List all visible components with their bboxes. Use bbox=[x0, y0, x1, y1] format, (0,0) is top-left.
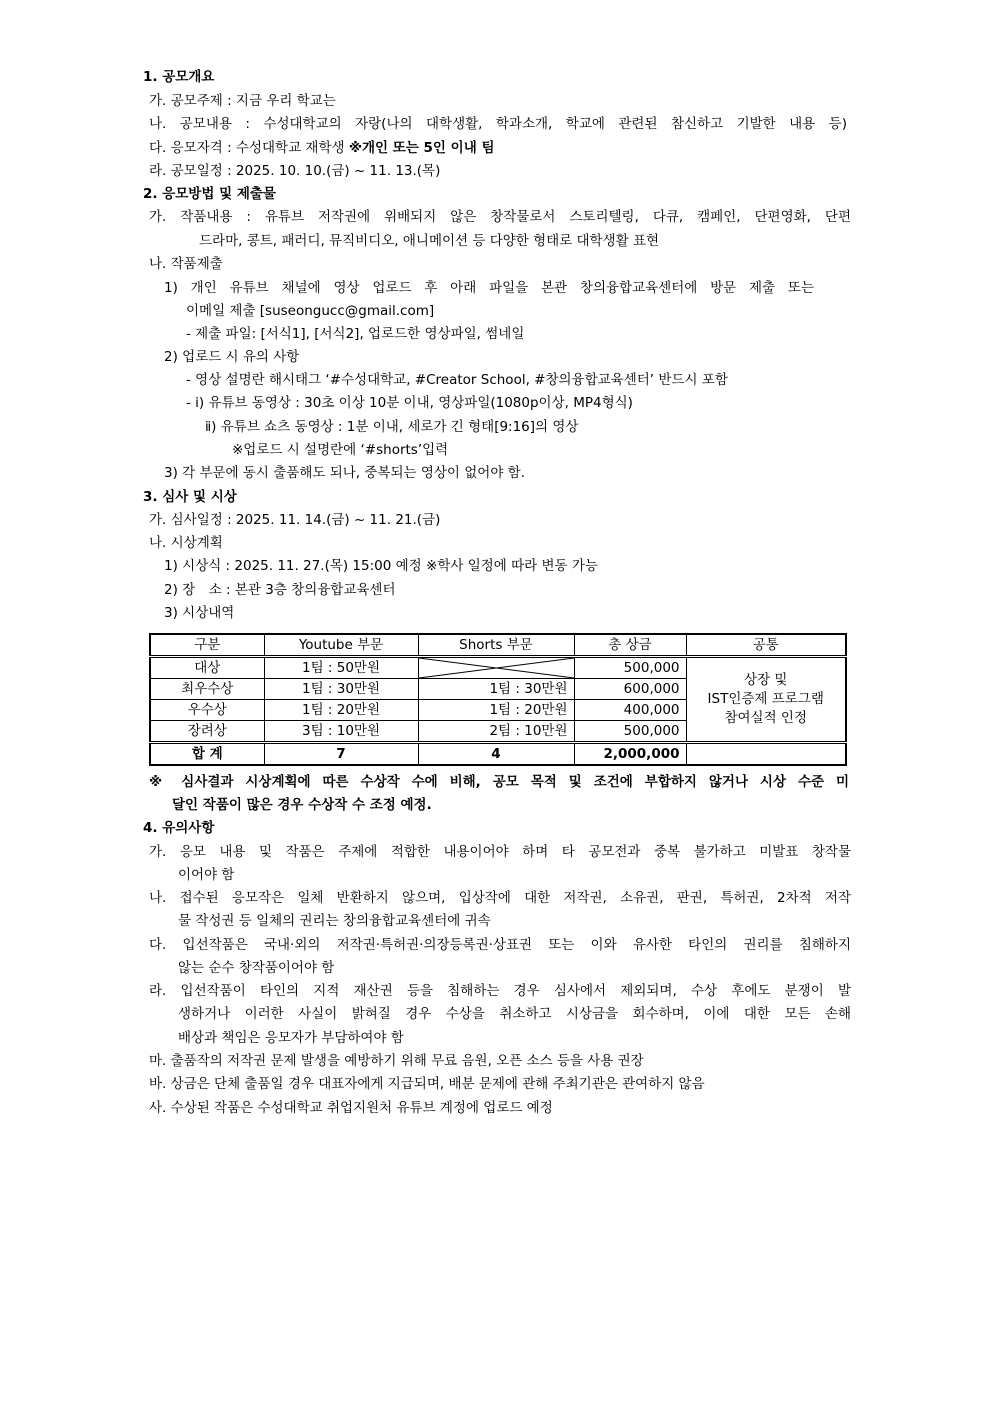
s4-item-b-1: 나. 접수된 응모작은 일체 반환하지 않으며, 입상작에 대한 저작권, 소유권, 판권, 특허권, 2차적 저작 bbox=[149, 890, 851, 906]
s3-award-plan: 나. 시상계획 bbox=[149, 535, 223, 551]
shorts-award: 1팀 : 30만원 bbox=[418, 679, 574, 700]
s2-hashtags: - 영상 설명란 해시태그 ‘#수성대학교, #Creator School, #창의융합교육센터’ 반드시 포함 bbox=[186, 372, 728, 388]
s4-item-a-1: 가. 응모 내용 및 작품은 주제에 적합한 내용이어야 하며 타 공모전과 중복 불가하고 미발표 창작물 bbox=[149, 844, 851, 860]
total-common-empty bbox=[686, 743, 846, 766]
s1-schedule: 라. 공모일정 : 2025. 10. 10.(금) ~ 11. 13.(목) bbox=[149, 163, 441, 179]
prize-amount: 400,000 bbox=[574, 700, 686, 721]
s4-item-f: 바. 상금은 단체 출품일 경우 대표자에게 지급되며, 배분 문제에 관해 주최기관은 관여하지 않음 bbox=[149, 1076, 705, 1092]
s4-item-c-2: 않는 순수 창작품이어야 함 bbox=[178, 960, 335, 976]
total-youtube: 7 bbox=[264, 743, 418, 766]
total-label: 합 계 bbox=[150, 743, 264, 766]
s4-item-a-2: 이어야 함 bbox=[178, 867, 235, 883]
shorts-award-empty bbox=[418, 657, 574, 679]
section-1-title: 1. 공모개요 bbox=[143, 69, 215, 85]
shorts-award: 2팀 : 10만원 bbox=[418, 721, 574, 743]
header-category: 구분 bbox=[150, 634, 264, 657]
s3-ceremony: 1) 시상식 : 2025. 11. 27.(목) 15:00 예정 ※학사 일정에 따라 변동 가능 bbox=[164, 558, 598, 574]
s2-work-content-1: 가. 작품내용 : 유튜브 저작권에 위배되지 않은 창작물로서 스토리텔링, 다큐, 캠페인, 단편영화, 단편 bbox=[149, 209, 851, 225]
cross-out-mark bbox=[419, 658, 574, 678]
prize-amount: 500,000 bbox=[574, 657, 686, 679]
s2-youtube-shorts: ⅱ) 유튜브 쇼츠 동영상 : 1분 이내, 세로가 긴 형태[9:16]의 영상 bbox=[205, 419, 579, 435]
common-benefit-line-3: 참여실적 인정 bbox=[724, 710, 808, 726]
s4-item-d-1: 라. 입선작품이 타인의 지적 재산권 등을 침해하는 경우 심사에서 제외되며, 수상 후에도 분쟁이 발 bbox=[149, 983, 851, 999]
award-name: 장려상 bbox=[150, 721, 264, 743]
table-total-row bbox=[150, 743, 846, 766]
s1-eligibility-note: ※개인 또는 5인 이내 팀 bbox=[348, 140, 495, 156]
s2-submission-1b: 이메일 제출 [suseongucc@gmail.com] bbox=[186, 303, 435, 319]
s4-item-d-2: 생하거나 이러한 사실이 밝혀질 경우 수상을 취소하고 시상금을 회수하며, 이에 대한 모든 손해 bbox=[178, 1006, 851, 1022]
section-2-title: 2. 응모방법 및 제출물 bbox=[143, 186, 276, 202]
s2-work-content-2: 드라마, 콩트, 패러디, 뮤직비디오, 애니메이션 등 다양한 형태로 대학생활 표현 bbox=[199, 233, 660, 249]
s1-topic: 가. 공모주제 : 지금 우리 학교는 bbox=[149, 93, 336, 109]
award-adjust-note-1: ※ 심사결과 시상계획에 따른 수상작 수에 비해, 공모 목적 및 조건에 부합하지 않거나 시상 수준 미 bbox=[149, 774, 849, 790]
shorts-award: 1팀 : 20만원 bbox=[418, 700, 574, 721]
s2-shorts-note: ※업로드 시 설명란에 ‘#shorts’입력 bbox=[232, 442, 449, 458]
s4-item-c-1: 다. 입선작품은 국내·외의 저작권·특허권·의장등록권·상표권 또는 이와 유사한 타인의 권리를 침해하지 bbox=[149, 937, 851, 953]
table-row bbox=[150, 657, 846, 679]
s2-submission-1a: 1) 개인 유튜브 채널에 영상 업로드 후 아래 파일을 본관 창의융합교육센터에 방문 제출 또는 bbox=[164, 280, 814, 296]
s4-item-d-3: 배상과 책임은 응모자가 부담하여야 함 bbox=[178, 1030, 404, 1046]
header-common: 공통 bbox=[686, 634, 846, 657]
award-name: 우수상 bbox=[150, 700, 264, 721]
youtube-award: 1팀 : 20만원 bbox=[264, 700, 418, 721]
section-3-title: 3. 심사 및 시상 bbox=[143, 489, 237, 505]
s3-award-details: 3) 시상내역 bbox=[164, 605, 235, 621]
youtube-award: 1팀 : 30만원 bbox=[264, 679, 418, 700]
prize-amount: 500,000 bbox=[574, 721, 686, 743]
section-4-title: 4. 유의사항 bbox=[143, 820, 215, 836]
s2-submission: 나. 작품제출 bbox=[149, 256, 223, 272]
s3-review-schedule: 가. 심사일정 : 2025. 11. 14.(금) ~ 11. 21.(금) bbox=[149, 512, 441, 528]
common-benefit-line-1: 상장 및 bbox=[744, 672, 788, 688]
s4-item-b-2: 물 작성권 등 일체의 권리는 창의융합교육센터에 귀속 bbox=[178, 913, 491, 929]
table-header-row bbox=[150, 634, 846, 657]
s1-eligibility-text: 다. 응모자격 : 수성대학교 재학생 bbox=[149, 140, 349, 156]
award-adjust-note-2: 달인 작품이 많은 경우 수상작 수 조정 예정. bbox=[172, 797, 432, 813]
prize-amount: 600,000 bbox=[574, 679, 686, 700]
prize-table bbox=[149, 633, 847, 766]
common-benefit bbox=[686, 657, 846, 743]
total-prize: 2,000,000 bbox=[574, 743, 686, 766]
s2-duplicate-note: 3) 각 부문에 동시 출품해도 되나, 중복되는 영상이 없어야 함. bbox=[164, 465, 526, 481]
s4-item-g: 사. 수상된 작품은 수성대학교 취업지원처 유튜브 계정에 업로드 예정 bbox=[149, 1100, 553, 1116]
youtube-award: 3팀 : 10만원 bbox=[264, 721, 418, 743]
s2-upload-notes: 2) 업로드 시 유의 사항 bbox=[164, 349, 300, 365]
header-shorts: Shorts 부문 bbox=[418, 634, 574, 657]
common-benefit-line-2: IST인증제 프로그램 bbox=[707, 691, 824, 707]
youtube-award: 1팀 : 50만원 bbox=[264, 657, 418, 679]
s3-venue: 2) 장 소 : 본관 3층 창의융합교육센터 bbox=[164, 582, 396, 598]
s1-eligibility bbox=[149, 138, 495, 158]
header-youtube: Youtube 부문 bbox=[264, 634, 418, 657]
s1-content: 나. 공모내용 : 수성대학교의 자랑(나의 대학생활, 학과소개, 학교에 관련된 참신하고 기발한 내용 등) bbox=[149, 116, 847, 132]
header-total-prize: 총 상금 bbox=[574, 634, 686, 657]
s4-item-e: 마. 출품작의 저작권 문제 발생을 예방하기 위해 무료 음원, 오픈 소스 등을 사용 권장 bbox=[149, 1053, 644, 1069]
s2-submission-files: - 제출 파일: [서식1], [서식2], 업로드한 영상파일, 썸네일 bbox=[186, 326, 525, 342]
award-name: 대상 bbox=[150, 657, 264, 679]
award-name: 최우수상 bbox=[150, 679, 264, 700]
s2-youtube-video: - ⅰ) 유튜브 동영상 : 30초 이상 10분 이내, 영상파일(1080p이상, MP4형식) bbox=[186, 395, 633, 411]
total-shorts: 4 bbox=[418, 743, 574, 766]
